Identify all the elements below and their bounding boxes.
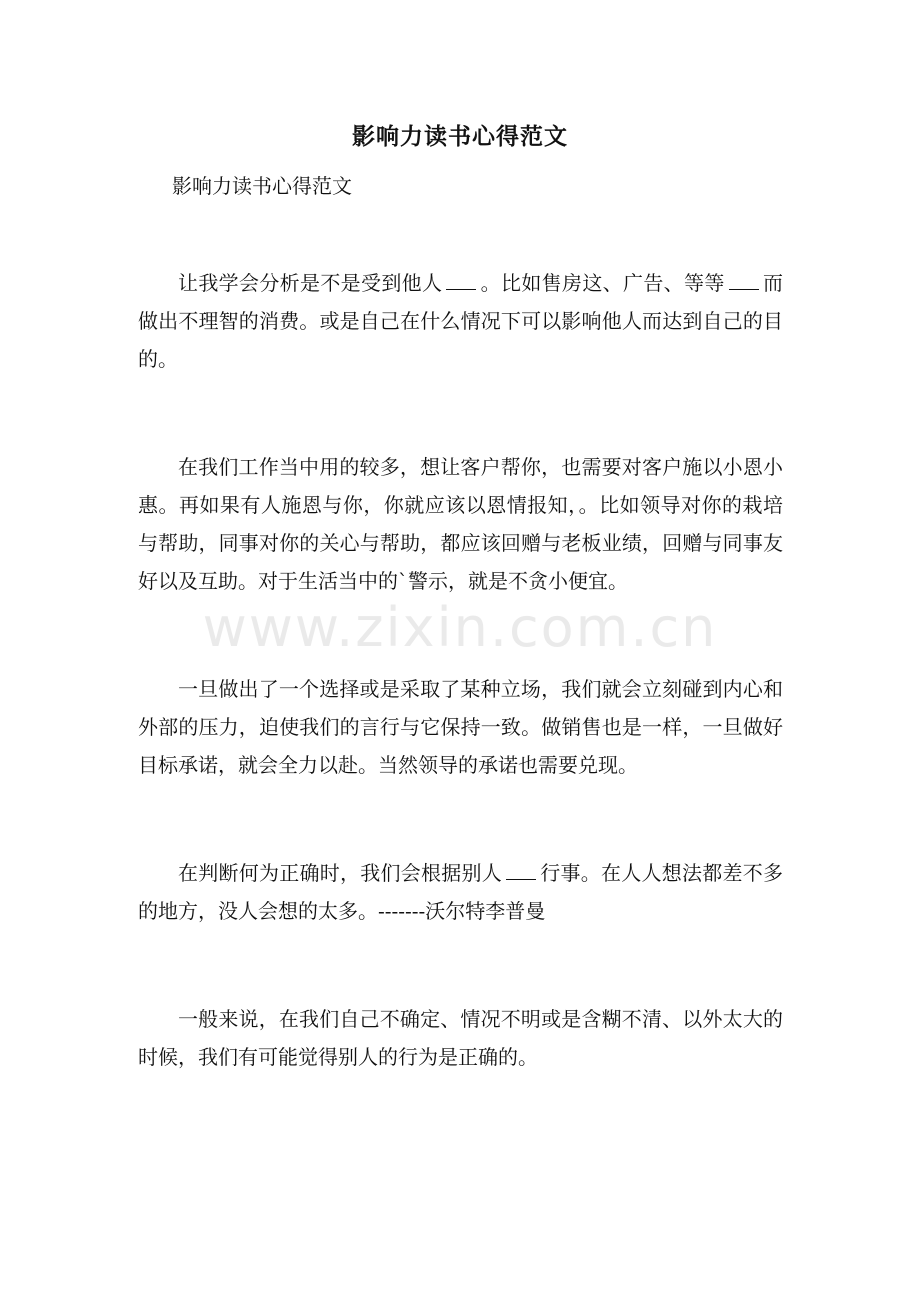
watermark: www.zixin.com.cn [202, 596, 718, 659]
paragraph-1 [138, 264, 783, 378]
document-title: 影响力读书心得范文 [352, 123, 568, 150]
document-subtitle: 影响力读书心得范文 [172, 174, 352, 198]
paragraph-1-part-3: 而做出不理智的消费。或是自己在什么情况下可以影响他人而达到自己的目的。 [138, 271, 784, 371]
paragraph-4 [138, 854, 783, 930]
paragraph-5: 一般来说，在我们自己不确定、情况不明或是含糊不清、以外太大的时候，我们有可能觉得别人的行为是正确的。 [138, 1007, 783, 1069]
paragraph-1-part-2: 。比如售房这、广告、等等 [480, 271, 725, 295]
paragraph-4-part-1: 在判断何为正确时，我们会根据别人 [178, 861, 502, 885]
paragraph-2: 在我们工作当中用的较多，想让客户帮你，也需要对客户施以小恩小惠。再如果有人施恩与你，你就应该以恩情报知，。比如领导对你的栽培与帮助，同事对你的关心与帮助，都应该回赠与老板业绩，回赠与同事友好以及互助。对于生活当中的`警示，就是不贪小便宜。 [138, 455, 783, 593]
fill-blank-2 [729, 273, 759, 290]
paragraph-3: 一旦做出了一个选择或是采取了某种立场，我们就会立刻碰到内心和外部的压力，迫使我们的言行与它保持一致。做销售也是一样，一旦做好目标承诺，就会全力以赴。当然领导的承诺也需要兑现。 [138, 677, 783, 777]
document-body [138, 264, 783, 1146]
paragraph-4-part-2: 行事。在人人想法都差不多的地方，没人会想的太多。-------沃尔特李普曼 [138, 861, 783, 923]
fill-blank-1 [446, 273, 476, 290]
paragraph-1-part-1: 让我学会分析是不是受到他人 [178, 271, 443, 295]
fill-blank-3 [506, 863, 536, 880]
